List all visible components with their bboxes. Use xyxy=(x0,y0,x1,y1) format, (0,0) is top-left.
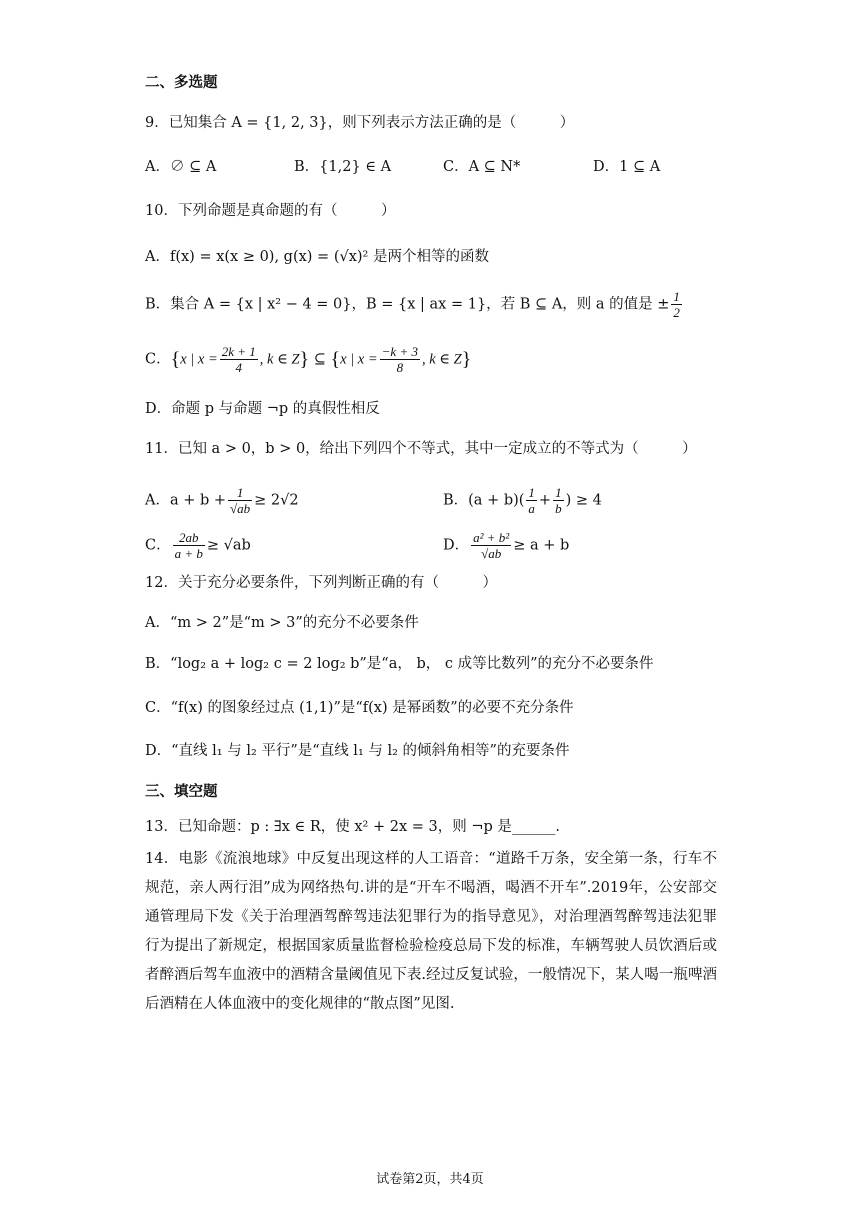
q10-option-c xyxy=(145,344,471,375)
q9-option-d: D．1 ⊆ A xyxy=(593,159,661,175)
q11-d-label: D． xyxy=(443,537,470,554)
set2-prefix: x | x = xyxy=(340,351,378,368)
q10-option-a: A．f(x) = x(x ≥ 0), g(x) = (√x)² 是两个相等的函数 xyxy=(145,249,489,265)
section-heading-fill-blank: 三、填空题 xyxy=(145,783,218,800)
fraction-denominator: √ab xyxy=(230,501,251,516)
left-brace: { xyxy=(170,348,181,371)
q9-option-a: A．∅ ⊆ A xyxy=(145,159,217,175)
left-brace: { xyxy=(330,348,341,371)
question-13-stem: 13．已知命题：p : ∃x ∈ R，使 x² + 2x = 3，则 ¬p 是______. xyxy=(145,819,560,835)
q10-option-d: D．命题 p 与命题 ¬p 的真假性相反 xyxy=(145,401,380,417)
question-14-paragraph: 14．电影《流浪地球》中反复出现这样的人工语音：“道路千万条，安全第一条，行车不规范，亲人两行泪”成为网络热句.讲的是“开车不喝酒，喝酒不开车”.2019年，公安部交通管理局下发《关于治理酒驾醉驾违法犯罪行为的指导意见》，对治理酒驾醉驾违法犯罪行为提出了新规定，根据国家质量监督检验检疫总局下发的标准，车辆驾驶人员饮酒后或者醉酒后驾车血液中的酒精含量阈值见下表.经过反复试验，一般情况下，某人喝一瓶啤酒后酒精在人体血液中的变化规律的“散点图”见图. xyxy=(145,851,717,1012)
q11-option-b xyxy=(443,485,602,516)
q11-b-fraction-1 xyxy=(526,485,537,516)
set2-fraction xyxy=(380,344,420,375)
fraction-denominator: √ab xyxy=(481,546,502,561)
section-heading-multi-choice: 二、多选题 xyxy=(145,74,218,91)
q12-option-a: A．“m > 2”是“m > 3”的充分不必要条件 xyxy=(145,615,419,631)
q10-option-b-fraction xyxy=(671,289,682,320)
fraction-denominator: 2 xyxy=(673,305,680,320)
fraction-numerator: 1 xyxy=(555,485,562,500)
q11-c-label: C． xyxy=(145,537,171,554)
q12-option-d: D．“直线 l₁ 与 l₂ 平行”是“直线 l₁ 与 l₂ 的倾斜角相等”的充要条件 xyxy=(145,743,570,759)
question-12-stem: 12．关于充分必要条件，下列判断正确的有（ ） xyxy=(145,575,497,591)
fraction-denominator: 4 xyxy=(235,360,243,375)
q11-b-prefix: B．(a + b)( xyxy=(443,492,525,509)
fraction-numerator: −k + 3 xyxy=(381,344,418,359)
page-footer: 试卷第2页，共4页 xyxy=(376,1172,484,1187)
set1-suffix: , k ∈ Z xyxy=(259,351,300,368)
fraction-denominator: 8 xyxy=(396,360,404,375)
q11-a-suffix: ≥ 2√2 xyxy=(254,492,299,509)
question-10-stem: 10．下列命题是真命题的有（ ） xyxy=(145,203,396,219)
set1-prefix: x | x = xyxy=(180,351,218,368)
fraction-denominator: b xyxy=(555,501,562,516)
q11-a-fraction xyxy=(228,485,252,516)
fraction-denominator: a xyxy=(528,501,535,516)
fraction-numerator: a² + b² xyxy=(473,530,510,545)
q12-option-b: B．“log₂ a + log₂ c = 2 log₂ b”是“a， b， c 成等比数列”的充分不必要条件 xyxy=(145,656,654,672)
question-11-stem: 11．已知 a > 0，b > 0，给出下列四个不等式，其中一定成立的不等式为（ ） xyxy=(145,441,697,457)
fraction-numerator: 2k + 1 xyxy=(221,344,256,359)
q11-b-suffix: ) ≥ 4 xyxy=(565,492,602,509)
fraction-denominator: a + b xyxy=(174,546,203,561)
right-brace: } xyxy=(299,348,310,371)
q11-d-suffix: ≥ a + b xyxy=(513,537,570,554)
fraction-numerator: 1 xyxy=(228,485,252,501)
fraction-numerator: 1 xyxy=(528,485,535,500)
q10-option-b xyxy=(145,289,684,320)
q11-c-fraction xyxy=(173,530,205,561)
q11-b-fraction-2 xyxy=(553,485,564,516)
q11-a-prefix: A．a + b + xyxy=(145,492,227,509)
q11-option-c xyxy=(145,530,251,561)
q12-option-c: C．“f(x) 的图象经过点 (1,1)”是“f(x) 是幂函数”的必要不充分条件 xyxy=(145,700,574,716)
q11-d-fraction xyxy=(471,530,511,561)
q10-option-b-text: B．集合 A = {x | x² − 4 = 0}，B = {x | ax = 1}，若 B ⊆ A，则 a 的值是 ± xyxy=(145,296,670,313)
q11-option-d xyxy=(443,530,569,561)
set1-fraction xyxy=(220,344,258,375)
q11-c-suffix: ≥ √ab xyxy=(206,537,251,554)
fraction-numerator: 2ab xyxy=(173,530,205,546)
q10-option-c-label: C． xyxy=(145,351,171,368)
right-brace: } xyxy=(461,348,472,371)
q9-option-b: B．{1,2} ∈ A xyxy=(294,159,392,175)
q11-option-a xyxy=(145,485,299,516)
subset-symbol: ⊆ xyxy=(313,351,326,368)
q9-option-c: C．A ⊆ N* xyxy=(443,159,521,175)
fraction-numerator: 1 xyxy=(673,289,680,304)
set2-suffix: , k ∈ Z xyxy=(421,351,462,368)
plus-sign: + xyxy=(538,492,552,509)
question-9-stem: 9．已知集合 A = {1, 2, 3}，则下列表示方法正确的是（ ） xyxy=(145,115,575,131)
